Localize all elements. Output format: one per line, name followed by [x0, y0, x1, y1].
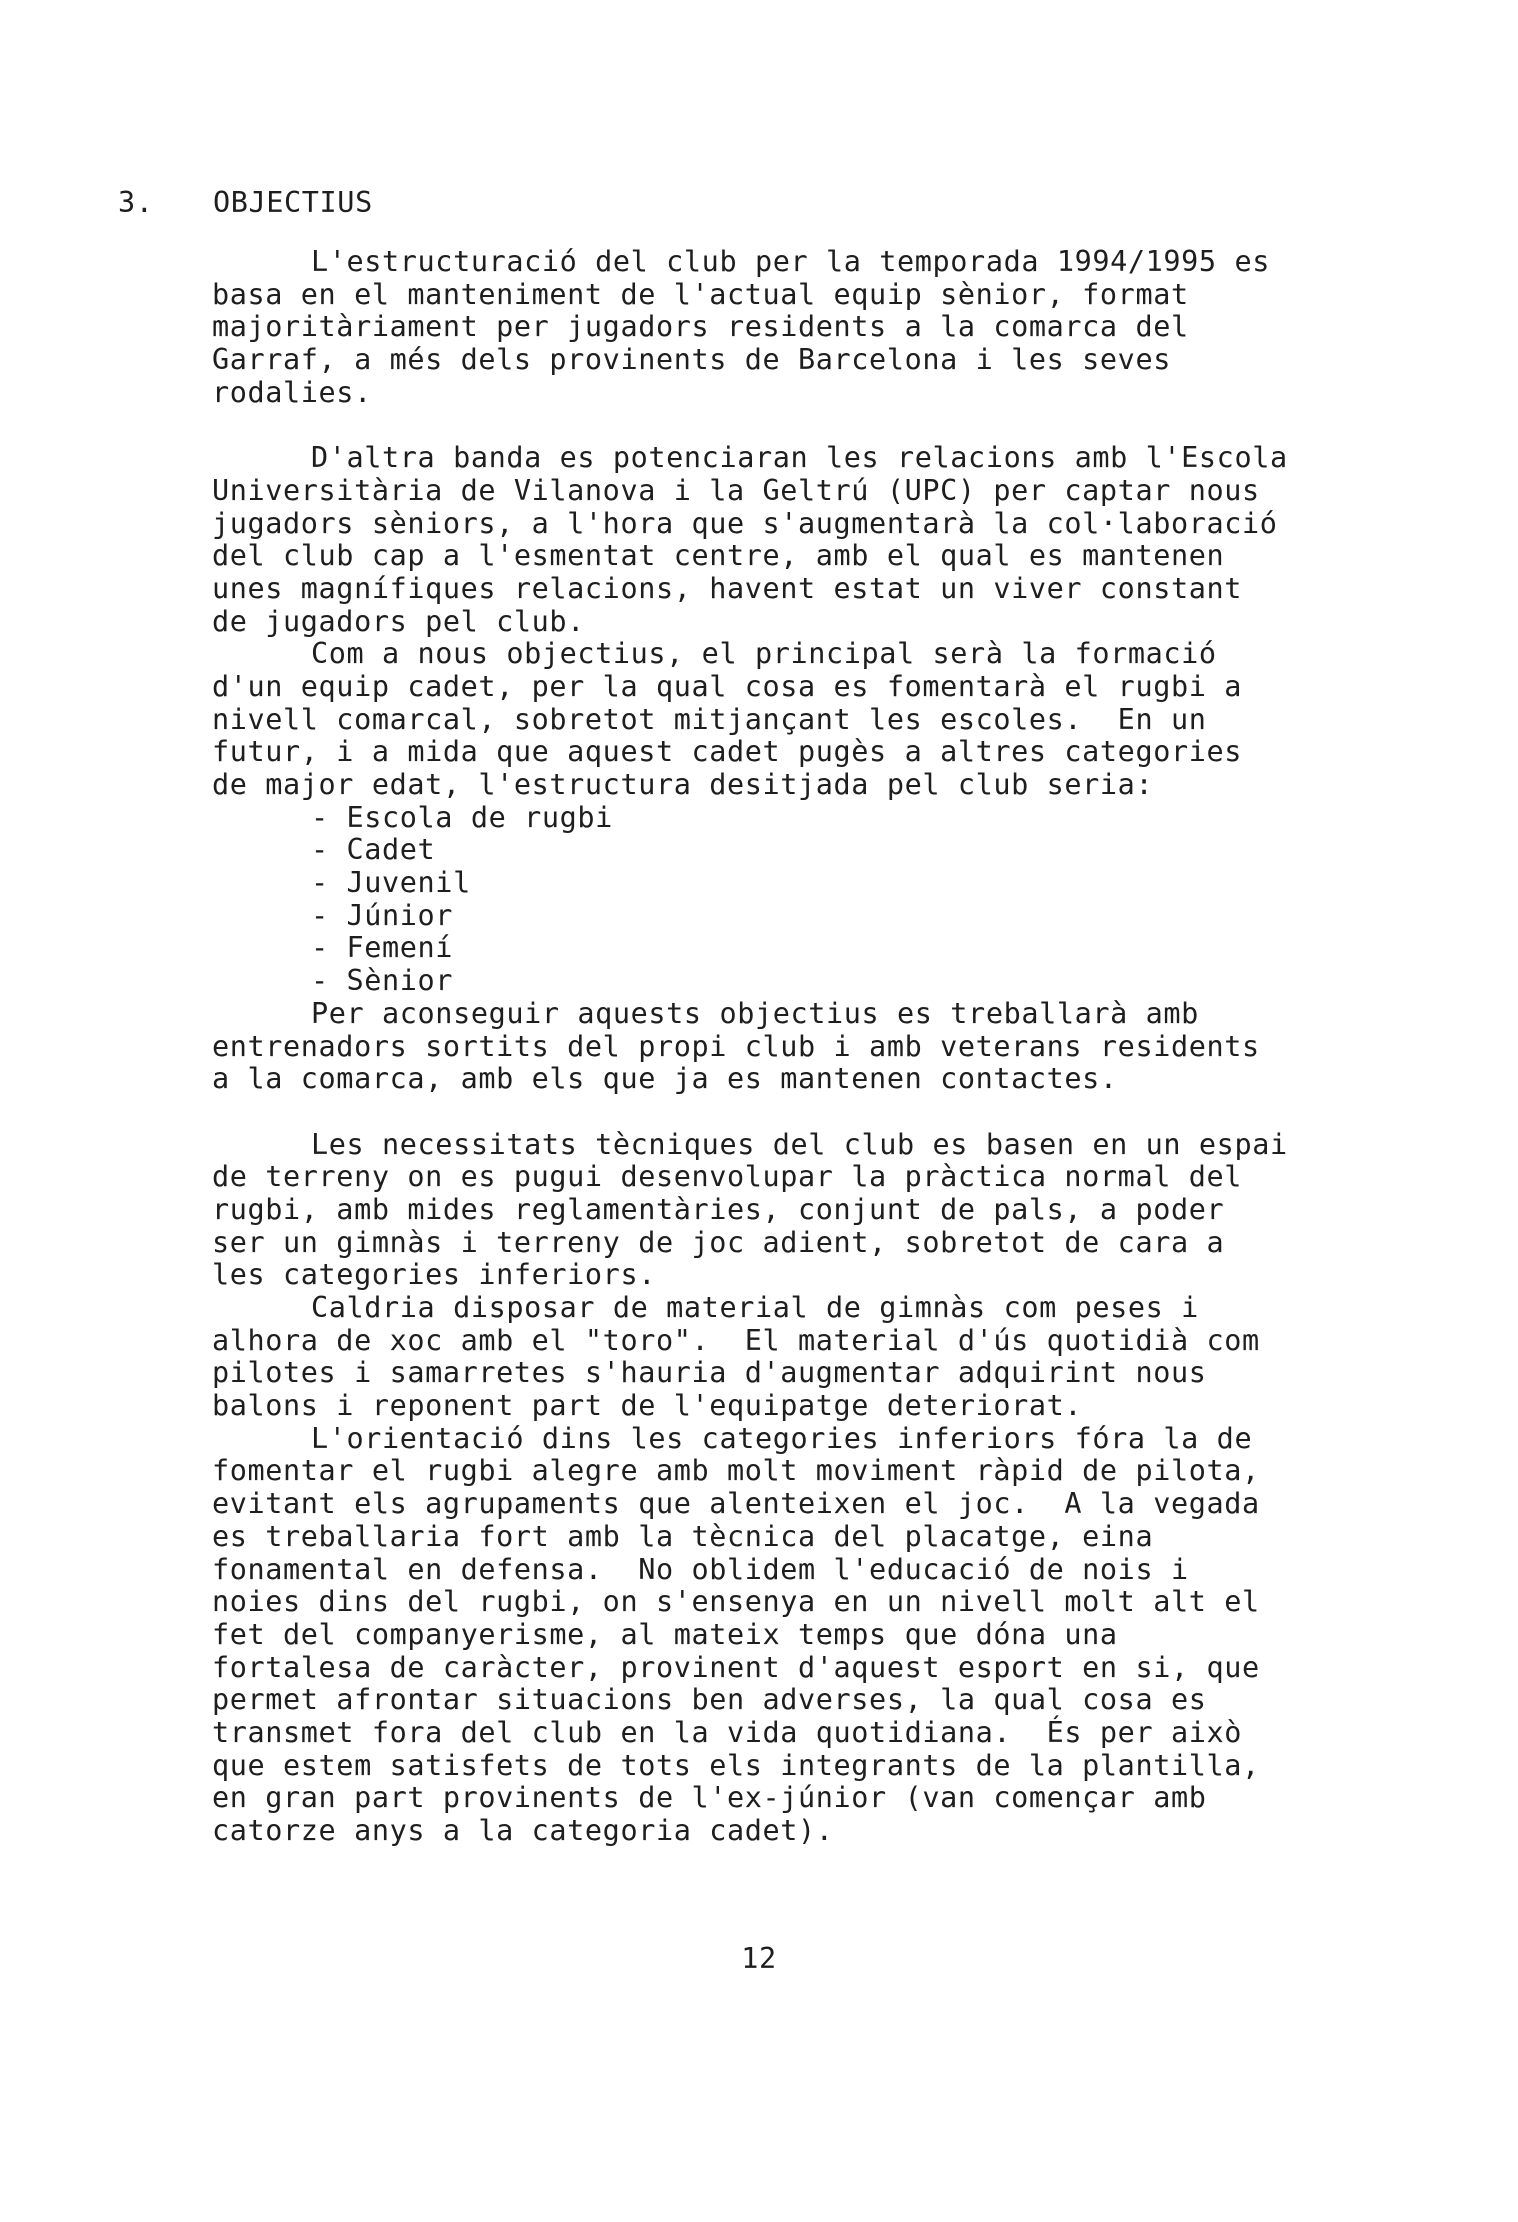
text-line: en gran part provinents de l'ex-júnior (van començar amb — [212, 1781, 1207, 1815]
text-line: noies dins del rugbi, on s'ensenya en un nivell molt alt el — [212, 1585, 1260, 1619]
section-title: OBJECTIUS — [213, 186, 373, 219]
section-number: 3. — [118, 186, 154, 219]
paragraph-university-relations — [212, 442, 1412, 638]
page-number: 12 — [741, 1942, 777, 1975]
text-line: catorze anys a la categoria cadet). — [212, 1814, 834, 1847]
text-line: L'estructuració del club per la temporada 1994/1995 es — [311, 245, 1270, 278]
text-line: futur, i a mida que aquest cadet pugès a altres categories — [212, 735, 1242, 769]
paragraph-orientation — [212, 1423, 1412, 1848]
categories-list — [212, 802, 1412, 998]
text-line: evitant els agrupaments que alenteixen el joc. A la vegada — [212, 1487, 1260, 1521]
text-line: balons i reponent part de l'equipatge deteriorat. — [212, 1389, 1083, 1423]
text-line: Caldria disposar de material de gimnàs com peses i — [311, 1291, 1199, 1324]
paragraph-club-structure — [212, 246, 1412, 409]
list-item: - Júnior — [311, 898, 454, 932]
text-line: de jugadors pel club. — [212, 604, 585, 638]
paragraph-new-objectives — [212, 638, 1412, 801]
text-line: de major edat, l'estructura desitjada pel club seria: — [212, 768, 1154, 801]
text-line: rugbi, amb mides reglamentàries, conjunt de pals, a poder — [212, 1192, 1225, 1226]
text-line: D'altra banda es potenciaran les relacions amb l'Escola — [311, 441, 1288, 475]
text-line: transmet fora del club en la vida quotidiana. És per això — [212, 1715, 1242, 1749]
text-line: es treballaria fort amb la tècnica del placatge, eina — [212, 1519, 1154, 1553]
list-item: - Escola de rugbi — [311, 800, 613, 834]
text-line: pilotes i samarretes s'hauria d'augmentar adquirint nous — [212, 1356, 1207, 1390]
text-line: a la comarca, amb els que ja es mantenen contactes. — [212, 1062, 1118, 1096]
text-line: rodalies. — [212, 375, 372, 409]
text-line: permet afrontar situacions ben adverses, la qual cosa es — [212, 1683, 1207, 1717]
text-line: nivell comarcal, sobretot mitjançant les escoles. En un — [212, 702, 1207, 736]
paragraph-technical-needs — [212, 1129, 1412, 1292]
text-line: majoritàriament per jugadors residents a la comarca del — [212, 310, 1189, 344]
text-line: d'un equip cadet, per la qual cosa es fomentarà el rugbi a — [212, 669, 1242, 703]
text-line: fomentar el rugbi alegre amb molt moviment ràpid de pilota, — [212, 1454, 1260, 1488]
text-line: basa en el manteniment de l'actual equip sènior, format — [212, 277, 1189, 311]
list-item: - Femení — [311, 931, 454, 965]
text-line: fortalesa de caràcter, provinent d'aquest esport en si, que — [212, 1650, 1260, 1684]
paragraph-coaches — [212, 998, 1412, 1096]
text-line: que estem satisfets de tots els integrants de la plantilla, — [212, 1748, 1260, 1782]
text-line: Les necessitats tècniques del club es basen en un espai — [311, 1127, 1288, 1161]
text-line: Com a nous objectius, el principal serà la formació — [311, 637, 1217, 671]
text-line: Garraf, a més dels provinents de Barcelona i les seves — [212, 343, 1171, 377]
paragraph-material — [212, 1292, 1412, 1423]
text-line: alhora de xoc amb el "toro". El material d'ús quotidià com — [212, 1323, 1260, 1357]
paragraph-gap — [212, 409, 1412, 442]
text-line: entrenadors sortits del propi club i amb veterans residents — [212, 1029, 1260, 1063]
text-line: del club cap a l'esmentat centre, amb el qual es mantenen — [212, 539, 1225, 573]
text-line: unes magnífiques relacions, havent estat un viver constant — [212, 571, 1242, 605]
list-item: - Cadet — [311, 833, 436, 867]
text-line: Universitària de Vilanova i la Geltrú (UPC) per captar nous — [212, 473, 1260, 507]
text-line: fonamental en defensa. No oblidem l'educació de nois i — [212, 1552, 1189, 1586]
list-item: - Juvenil — [311, 866, 471, 900]
text-line: de terreny on es pugui desenvolupar la pràctica normal del — [212, 1160, 1242, 1194]
list-item: - Sènior — [311, 964, 454, 998]
section-heading — [118, 186, 373, 220]
text-line: les categories inferiors. — [212, 1258, 656, 1292]
text-line: jugadors sèniors, a l'hora que s'augmentarà la col·laboració — [212, 506, 1278, 540]
text-line: L'orientació dins les categories inferiors fóra la de — [311, 1421, 1253, 1455]
section-body — [212, 246, 1412, 1848]
text-line: fet del companyerisme, al mateix temps que dóna una — [212, 1617, 1118, 1651]
paragraph-gap — [212, 1096, 1412, 1129]
text-line: ser un gimnàs i terreny de joc adient, sobretot de cara a — [212, 1225, 1225, 1259]
text-line: Per aconseguir aquests objectius es treballarà amb — [311, 996, 1199, 1030]
